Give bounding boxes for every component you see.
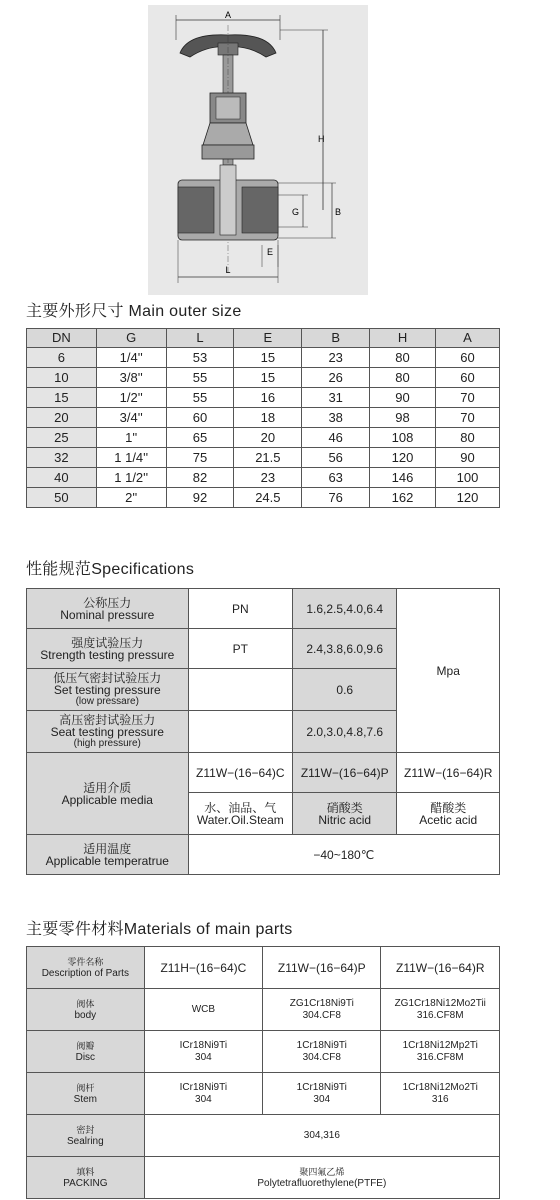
materials-row bbox=[27, 1031, 500, 1073]
table-row bbox=[27, 468, 500, 488]
materials-row bbox=[27, 1073, 500, 1115]
table-row bbox=[27, 428, 500, 448]
materials-row bbox=[27, 989, 500, 1031]
table-cell-e: 15 bbox=[234, 348, 302, 368]
dim-label-b: B bbox=[335, 207, 342, 217]
table-cell-l: 82 bbox=[166, 468, 234, 488]
table-cell-a: 60 bbox=[435, 348, 499, 368]
part-material: ICr18Ni9Ti 304 bbox=[144, 1031, 262, 1073]
part-material: 1Cr18Ni9Ti 304.CF8 bbox=[263, 1031, 381, 1073]
table-cell-dn: 25 bbox=[27, 428, 97, 448]
spec-label: 强度试验压力 Strength testing pressure bbox=[27, 629, 189, 669]
spec-row-nominal bbox=[27, 589, 500, 629]
materials-row-packing bbox=[27, 1157, 500, 1199]
table-cell-a: 70 bbox=[435, 388, 499, 408]
table-row bbox=[27, 408, 500, 428]
table-cell-l: 75 bbox=[166, 448, 234, 468]
table-cell-e: 16 bbox=[234, 388, 302, 408]
spec-table bbox=[26, 588, 500, 875]
table-cell-h: 162 bbox=[370, 488, 436, 508]
part-label: 密封 Sealring bbox=[27, 1115, 145, 1157]
table-cell-g: 1 1/2'' bbox=[96, 468, 166, 488]
spec-value: 1.6,2.5,4.0,6.4 bbox=[293, 589, 397, 629]
table-cell-h: 80 bbox=[370, 368, 436, 388]
table-cell-l: 55 bbox=[166, 388, 234, 408]
table-cell-h: 120 bbox=[370, 448, 436, 468]
parts-header: 零件名称 Description of Parts bbox=[27, 947, 145, 989]
table-cell-b: 56 bbox=[302, 448, 370, 468]
table-cell-dn: 40 bbox=[27, 468, 97, 488]
dim-label-h: H bbox=[318, 134, 325, 144]
spec-label: 低压气密封试验压力 Set testing pressure (low pressare) bbox=[27, 669, 189, 711]
part-material: 1Cr18Ni9Ti 304 bbox=[263, 1073, 381, 1115]
materials-table bbox=[26, 946, 500, 1199]
table-cell-h: 90 bbox=[370, 388, 436, 408]
model-header: Z11W−(16−64)R bbox=[381, 947, 500, 989]
table-cell-l: 60 bbox=[166, 408, 234, 428]
materials-header-row bbox=[27, 947, 500, 989]
part-material: ZG1Cr18Ni12Mo2Tii 316.CF8M bbox=[381, 989, 500, 1031]
table-cell-g: 1'' bbox=[96, 428, 166, 448]
spec-unit: Mpa bbox=[397, 589, 500, 753]
spec-label: 公称压力 Nominal pressure bbox=[27, 589, 189, 629]
size-table-body bbox=[27, 348, 500, 508]
spec-label: 适用介质 Applicable media bbox=[27, 753, 189, 835]
media-type: 硝酸类 Nitric acid bbox=[293, 793, 397, 835]
size-table bbox=[26, 328, 500, 508]
table-cell-dn: 6 bbox=[27, 348, 97, 368]
table-cell-dn: 15 bbox=[27, 388, 97, 408]
dim-label-l: L bbox=[225, 265, 231, 275]
dim-label-g: G bbox=[292, 207, 300, 217]
col-header: E bbox=[234, 329, 302, 348]
table-cell-h: 146 bbox=[370, 468, 436, 488]
col-header: A bbox=[435, 329, 499, 348]
part-material: 1Cr18Ni12Mp2Ti 316.CF8M bbox=[381, 1031, 500, 1073]
table-cell-dn: 20 bbox=[27, 408, 97, 428]
table-cell-h: 80 bbox=[370, 348, 436, 368]
valve-drawing-svg bbox=[148, 5, 368, 295]
table-cell-h: 108 bbox=[370, 428, 436, 448]
table-cell-a: 120 bbox=[435, 488, 499, 508]
media-model: Z11W−(16−64)R bbox=[397, 753, 500, 793]
table-cell-e: 18 bbox=[234, 408, 302, 428]
part-material: ICr18Ni9Ti 304 bbox=[144, 1073, 262, 1115]
table-cell-b: 26 bbox=[302, 368, 370, 388]
table-cell-a: 60 bbox=[435, 368, 499, 388]
table-cell-l: 92 bbox=[166, 488, 234, 508]
spec-value: 2.0,3.0,4.8,7.6 bbox=[293, 711, 397, 753]
part-material: 1Cr18Ni12Mo2Ti 316 bbox=[381, 1073, 500, 1115]
table-row bbox=[27, 448, 500, 468]
col-header: H bbox=[370, 329, 436, 348]
table-cell-a: 80 bbox=[435, 428, 499, 448]
part-label: 阀体 body bbox=[27, 989, 145, 1031]
col-header: DN bbox=[27, 329, 97, 348]
table-cell-dn: 50 bbox=[27, 488, 97, 508]
media-type: 醋酸类 Acetic acid bbox=[397, 793, 500, 835]
size-table-header bbox=[27, 329, 500, 348]
spec-code: PT bbox=[188, 629, 292, 669]
part-material: 304,316 bbox=[144, 1115, 499, 1157]
table-cell-g: 3/4'' bbox=[96, 408, 166, 428]
spec-value: 2.4,3.8,6.0,9.6 bbox=[293, 629, 397, 669]
col-header: L bbox=[166, 329, 234, 348]
table-cell-g: 1/2'' bbox=[96, 388, 166, 408]
spec-code-empty bbox=[188, 669, 292, 711]
spec-code: PN bbox=[188, 589, 292, 629]
table-cell-g: 2'' bbox=[96, 488, 166, 508]
valve-drawing bbox=[148, 5, 368, 295]
spec-code-empty bbox=[188, 711, 292, 753]
table-row bbox=[27, 388, 500, 408]
table-cell-g: 1 1/4'' bbox=[96, 448, 166, 468]
spec-section-title: 性能规范Specifications bbox=[26, 561, 195, 578]
spec-label: 高压密封试验压力 Seat testing pressure (high pressure) bbox=[27, 711, 189, 753]
spec-label: 适用温度 Applicable temperatrue bbox=[27, 835, 189, 875]
size-section-title: 主要外形尺寸 Main outer size bbox=[26, 303, 242, 320]
table-cell-e: 23 bbox=[234, 468, 302, 488]
table-cell-b: 38 bbox=[302, 408, 370, 428]
table-cell-e: 24.5 bbox=[234, 488, 302, 508]
col-header: B bbox=[302, 329, 370, 348]
table-cell-e: 15 bbox=[234, 368, 302, 388]
part-material: 聚四氟乙烯 Polytetrafluorethylene(PTFE) bbox=[144, 1157, 499, 1199]
part-material: ZG1Cr18Ni9Ti 304.CF8 bbox=[263, 989, 381, 1031]
table-row bbox=[27, 348, 500, 368]
spec-row-temp bbox=[27, 835, 500, 875]
table-cell-a: 90 bbox=[435, 448, 499, 468]
table-cell-l: 65 bbox=[166, 428, 234, 448]
valve-disc bbox=[220, 165, 236, 235]
part-label: 阀杆 Stem bbox=[27, 1073, 145, 1115]
table-cell-l: 55 bbox=[166, 368, 234, 388]
table-cell-g: 1/4'' bbox=[96, 348, 166, 368]
table-cell-e: 21.5 bbox=[234, 448, 302, 468]
dim-label-a: A bbox=[224, 10, 232, 20]
materials-row-seal bbox=[27, 1115, 500, 1157]
table-cell-l: 53 bbox=[166, 348, 234, 368]
table-cell-dn: 10 bbox=[27, 368, 97, 388]
dim-label-e: E bbox=[267, 247, 274, 257]
table-cell-b: 23 bbox=[302, 348, 370, 368]
media-model: Z11W−(16−64)C bbox=[188, 753, 292, 793]
col-header: G bbox=[96, 329, 166, 348]
part-material: WCB bbox=[144, 989, 262, 1031]
table-cell-e: 20 bbox=[234, 428, 302, 448]
model-header: Z11H−(16−64)C bbox=[144, 947, 262, 989]
table-row bbox=[27, 368, 500, 388]
table-cell-a: 100 bbox=[435, 468, 499, 488]
table-cell-b: 76 bbox=[302, 488, 370, 508]
materials-body bbox=[27, 989, 500, 1115]
table-cell-b: 31 bbox=[302, 388, 370, 408]
spec-row-media-models bbox=[27, 753, 500, 793]
model-header: Z11W−(16−64)P bbox=[263, 947, 381, 989]
spec-value: −40~180℃ bbox=[188, 835, 499, 875]
table-cell-dn: 32 bbox=[27, 448, 97, 468]
media-type: 水、油品、气 Water.Oil.Steam bbox=[188, 793, 292, 835]
table-row bbox=[27, 488, 500, 508]
table-cell-h: 98 bbox=[370, 408, 436, 428]
table-cell-b: 63 bbox=[302, 468, 370, 488]
part-label: 填料 PACKING bbox=[27, 1157, 145, 1199]
materials-section-title: 主要零件材料Materials of main parts bbox=[26, 921, 293, 938]
table-cell-b: 46 bbox=[302, 428, 370, 448]
table-cell-g: 3/8'' bbox=[96, 368, 166, 388]
table-cell-a: 70 bbox=[435, 408, 499, 428]
spec-value: 0.6 bbox=[293, 669, 397, 711]
media-model: Z11W−(16−64)P bbox=[293, 753, 397, 793]
part-label: 阀瓣 Disc bbox=[27, 1031, 145, 1073]
